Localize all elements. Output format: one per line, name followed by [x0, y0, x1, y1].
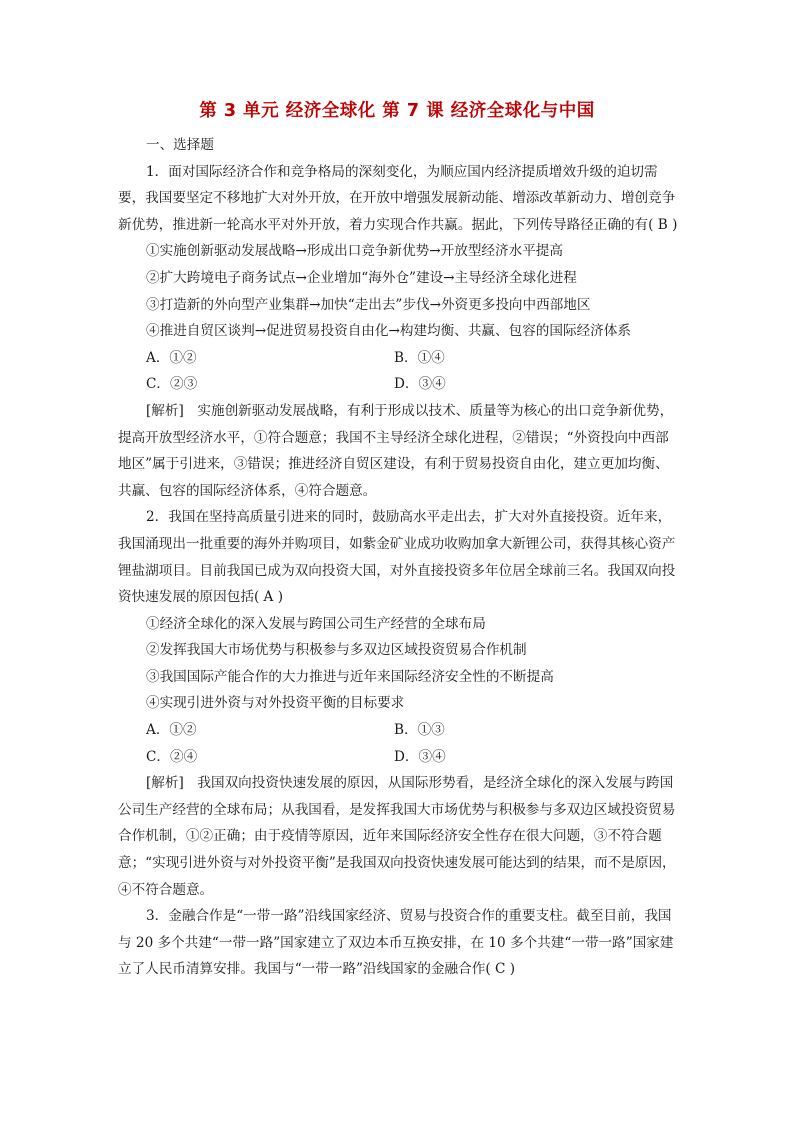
question-stem-text: 3．金融合作是“一带一路”沿线国家经济、贸易与投资合作的重要支柱。截至目前，我国与 20 多个共建“一带一路”国家建立了双边本币互换安排，在 10 多个共建“一带一路”国家建立了人民币清算安排。我国与“一带一路”沿线国家的金融合作: [118, 908, 674, 978]
choice-row: [118, 345, 678, 372]
question-stem-text: 1．面对国际经济合作和竞争格局的深刻变化，为顺应国内经济提质增效升级的迫切需要，我国要坚定不移地扩大对外开放，在开放中增强发展新动能、增添改革新动力、增创竞争新优势，推进新一轮高水平对外开放，着力实现合作共赢。据此，下列传导路径正确的有: [118, 163, 676, 233]
choice-c: C．②③: [146, 376, 198, 393]
question-3-stem: [118, 903, 678, 983]
question-answer: ( C ): [485, 961, 515, 978]
option-statement: ④推进自贸区谈判→促进贸易投资自由化→构建均衡、共赢、包容的国际经济体系: [146, 323, 631, 340]
question-1-stem: [118, 159, 678, 239]
question-answer: ( A ): [253, 589, 284, 606]
choice-c: C．②④: [146, 748, 198, 765]
option-statement: ②扩大跨境电子商务试点→企业增加“海外仓”建设→主导经济全球化进程: [146, 269, 577, 286]
document-body: [118, 132, 678, 983]
option-statement: ③我国国际产能合作的大力推进与近年来国际经济安全性的不断提高: [146, 668, 554, 685]
option-statement: ①经济全球化的深入发展与跨国公司生产经营的全球布局: [146, 615, 486, 632]
option-statement: ②发挥我国大市场优势与积极参与多双边区域投资贸易合作机制: [146, 642, 527, 659]
choice-row: [118, 371, 678, 398]
choice-row: [118, 717, 678, 744]
section-heading: 一、选择题: [146, 137, 214, 153]
option-statement: ①实施创新驱动发展战略→形成出口竞争新优势→开放型经济水平提高: [146, 243, 563, 260]
question-stem-text: 2．我国在坚持高质量引进来的同时，鼓励高水平走出去，扩大对外直接投资。近年来，我国涌现出一批重要的海外并购项目，如紫金矿业成功收购加拿大新锂公司，获得其核心资产锂盐湖项目。目前我国已成为双向投资大国，对外直接投资多年位居全球前三名。我国双向投资快速发展的原因包括: [118, 509, 676, 606]
choice-a: A．①②: [146, 349, 197, 366]
question-2-explanation: [解析] 我国双向投资快速发展的原因，从国际形势看，是经济全球化的深入发展与跨国公司生产经营的全球布局；从我国看，是发挥我国大市场优势与积极参与多双边区域投资贸易合作机制，①②正确；由于疫情等原因，近年来国际经济安全性存在很大问题，③不符合题意；“实现引进外资与对外投资平衡”是我国双向投资快速发展可能达到的结果，而不是原因，④不符合题意。: [118, 775, 676, 898]
choice-a: A．①②: [146, 722, 197, 739]
option-statement: ④实现引进外资与对外投资平衡的目标要求: [146, 695, 405, 712]
choice-d: D．③④: [394, 376, 446, 393]
choice-b: B．①③: [394, 722, 445, 739]
choice-d: D．③④: [394, 748, 446, 765]
page-title: 第 3 单元 经济全球化 第 7 课 经济全球化与中国: [199, 101, 595, 121]
question-1-explanation: [解析] 实施创新驱动发展战略，有利于形成以技术、质量等为核心的出口竞争新优势，提高开放型经济水平，①符合题意；我国不主导经济全球化进程，②错误；“外资投向中西部地区”属于引进来，③错误；推进经济自贸区建设，有利于贸易投资自由化，建立更加均衡、共赢、包容的国际经济体系，④符合题意。: [118, 402, 674, 499]
choice-b: B．①④: [394, 349, 445, 366]
question-answer: ( B ): [648, 216, 678, 233]
option-statement: ③打造新的外向型产业集群→加快“走出去”步伐→外资更多投向中西部地区: [146, 296, 591, 313]
choice-row: [118, 744, 678, 771]
question-2-stem: [118, 504, 678, 610]
